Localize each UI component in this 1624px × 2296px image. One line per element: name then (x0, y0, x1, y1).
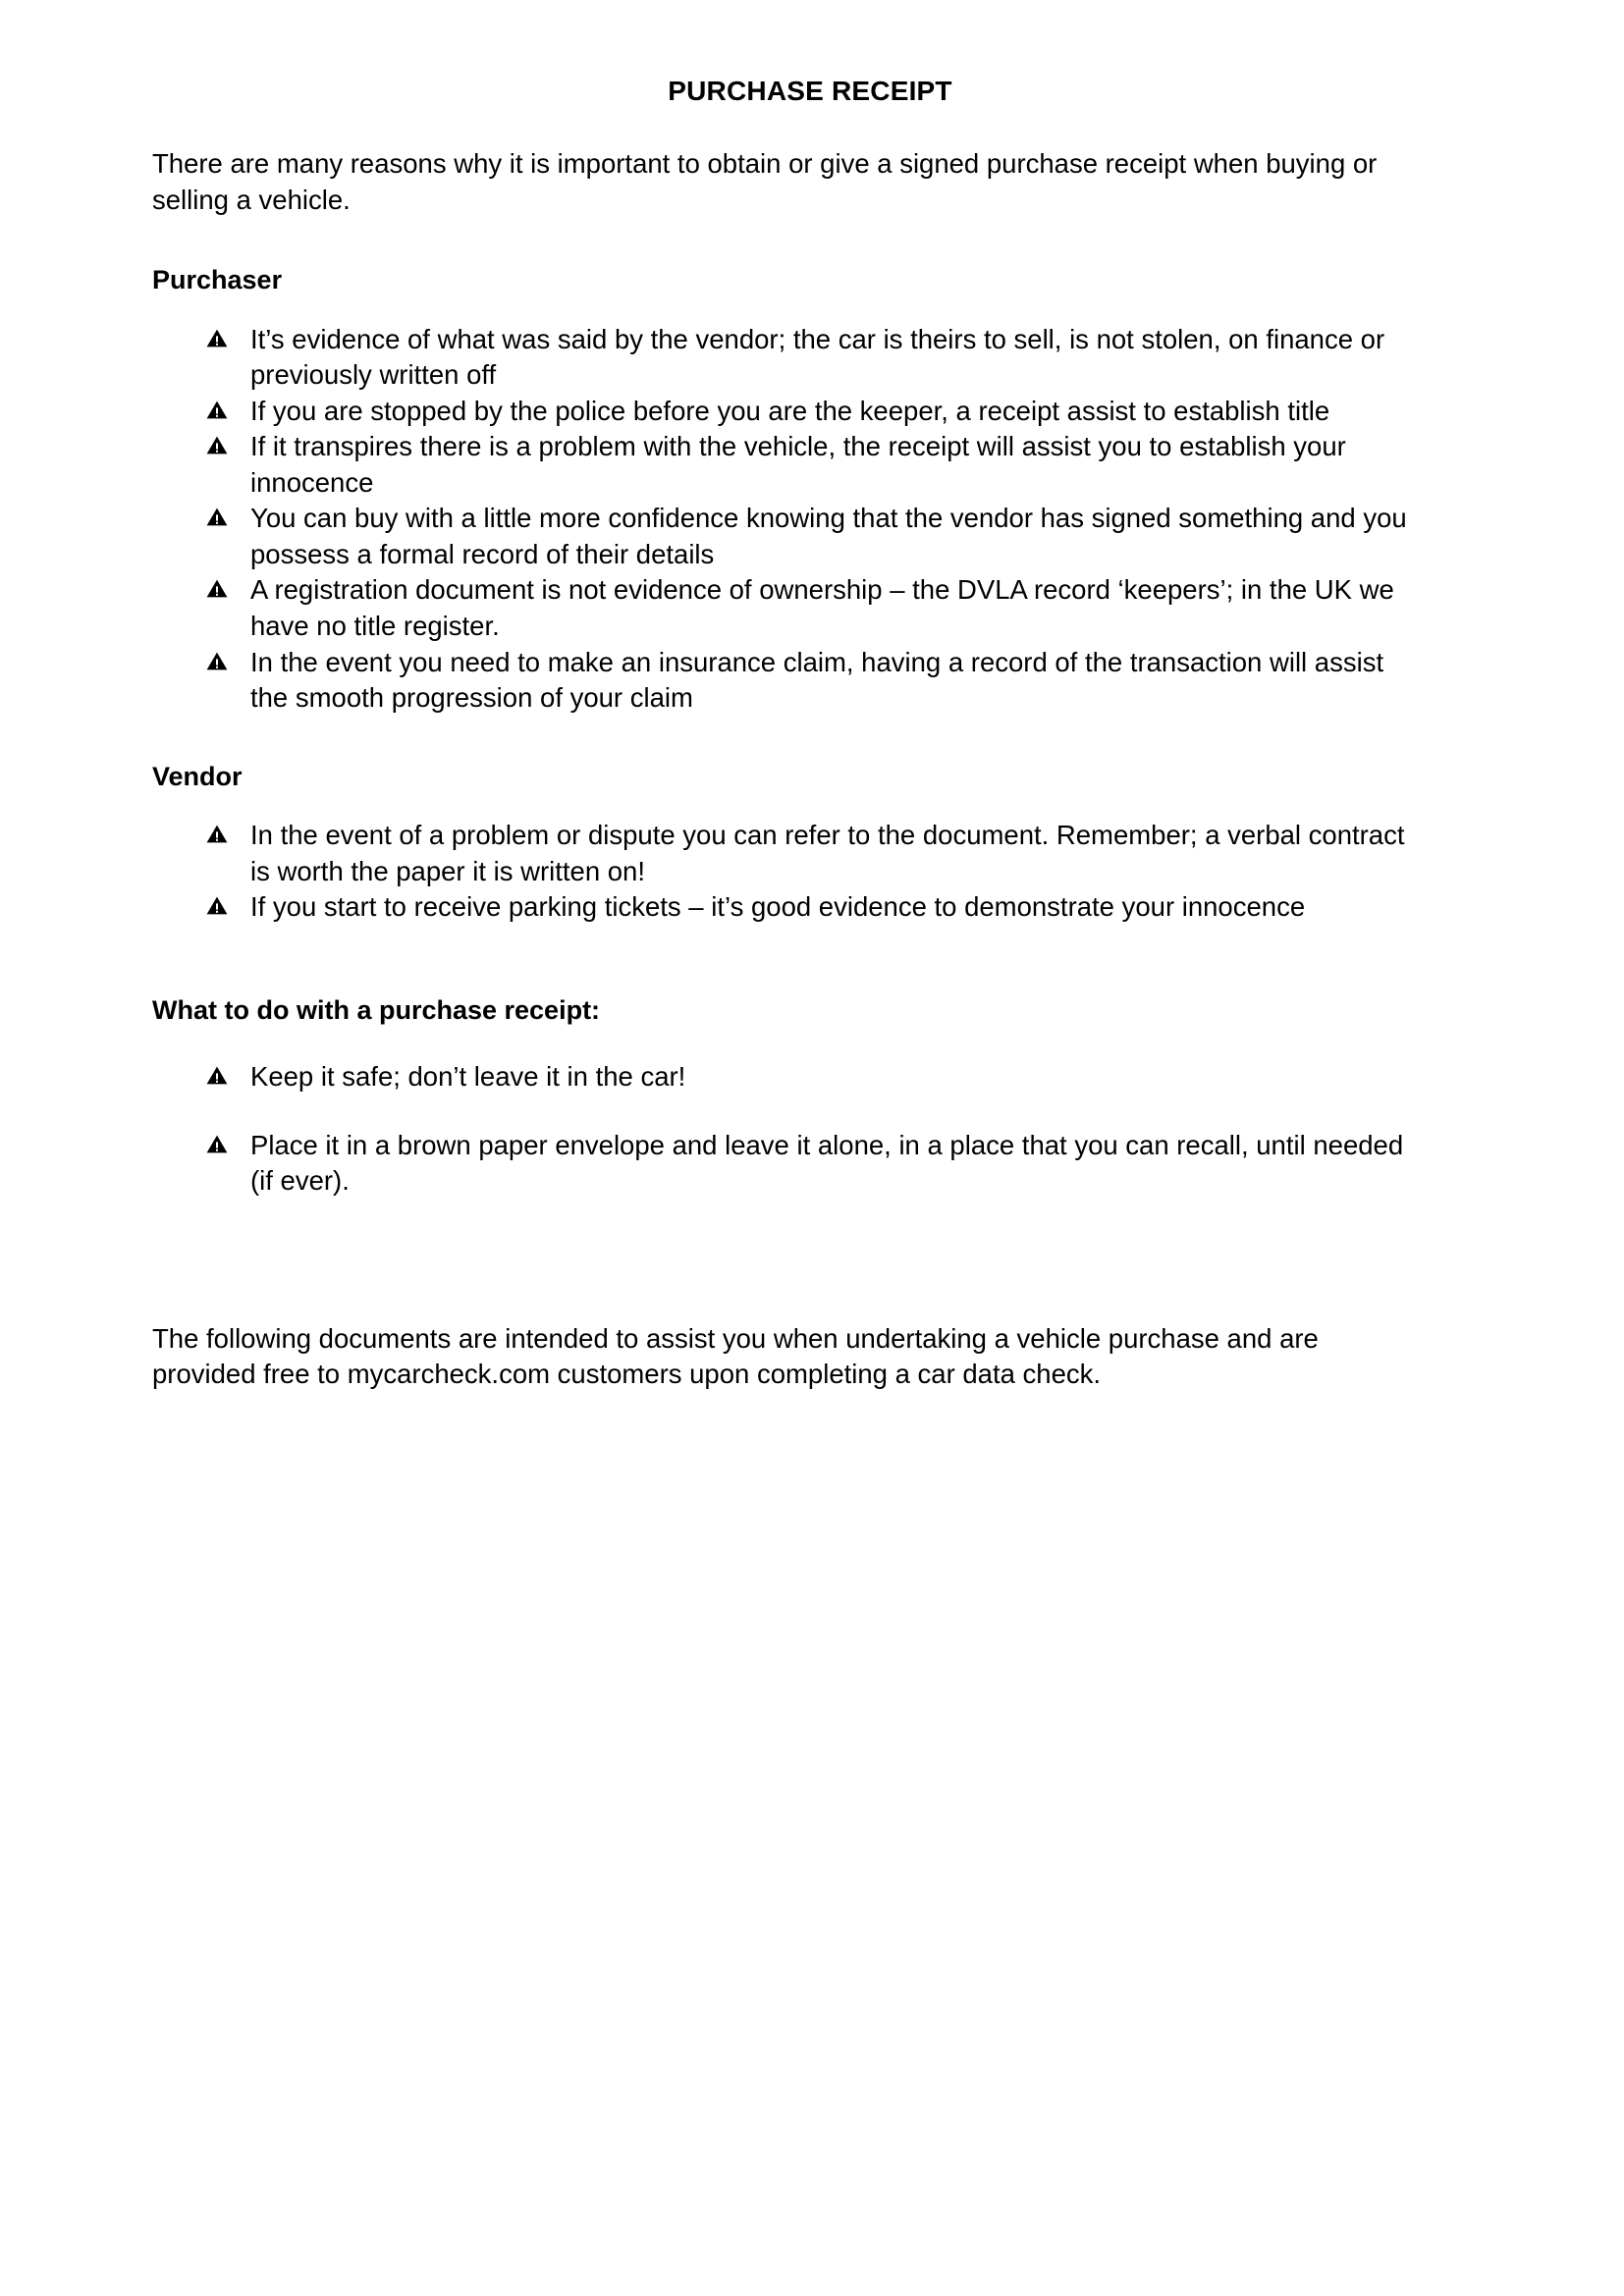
warning-triangle-icon (206, 652, 250, 670)
list-item (152, 394, 1468, 430)
list-item (152, 1128, 1468, 1200)
warning-triangle-icon (206, 825, 250, 843)
intro-paragraph: There are many reasons why it is important to obtain or give a signed purchase receipt when buying or selling a vehicle. (152, 148, 1378, 215)
closing-paragraph: The following documents are intended to assist you when undertaking a vehicle purchase and are provided free to mycarcheck.com customers upon completing a car data check. (152, 1322, 1319, 1390)
list-item (152, 322, 1468, 394)
page-title: PURCHASE RECEIPT (668, 76, 952, 106)
list-item-label: If you are stopped by the police before you are the keeper, a receipt assist to establish title (250, 395, 1330, 426)
list-item-label: If you start to receive parking tickets – it’s good evidence to demonstrate your innocence (250, 891, 1306, 923)
warning-triangle-icon (206, 1066, 250, 1085)
section-heading-vendor: Vendor (152, 761, 243, 791)
warning-triangle-icon (206, 1135, 250, 1153)
warning-triangle-icon (206, 579, 250, 598)
warning-triangle-icon (206, 507, 250, 526)
list-item-label: If it transpires there is a problem with the vehicle, the receipt will assist you to establish your innocence (250, 431, 1346, 498)
list-item-label: In the event of a problem or dispute you can refer to the document. Remember; a verbal contract is worth the paper it is written on! (250, 820, 1405, 886)
warning-triangle-icon (206, 329, 250, 347)
list-item-label: It’s evidence of what was said by the vendor; the car is theirs to sell, is not stolen, on finance or previously written off (250, 323, 1385, 391)
list-item-label: In the event you need to make an insurance claim, having a record of the transaction will assist the smooth progression of your claim (250, 646, 1384, 714)
warning-triangle-icon (206, 436, 250, 454)
list-item (152, 645, 1468, 717)
what-to-do-bullet-list (152, 1026, 1468, 1200)
warning-triangle-icon (206, 400, 250, 419)
list-item (152, 429, 1468, 501)
document-content (152, 0, 1468, 1393)
list-item (152, 1059, 1468, 1095)
section-heading-what-to-do: What to do with a purchase receipt: (152, 994, 601, 1025)
warning-triangle-icon (206, 896, 250, 915)
list-item (152, 501, 1468, 572)
list-item-label: Keep it safe; don’t leave it in the car! (250, 1061, 686, 1093)
purchaser-bullet-list (152, 296, 1468, 717)
list-item (152, 818, 1468, 889)
list-item-label: A registration document is not evidence of ownership – the DVLA record ‘keepers’; in the UK we have no title register. (250, 574, 1394, 642)
section-heading-purchaser: Purchaser (152, 265, 283, 295)
list-item (152, 572, 1468, 644)
list-item (152, 889, 1468, 926)
list-item-label: Place it in a brown paper envelope and leave it alone, in a place that you can recall, until needed (if ever). (250, 1129, 1404, 1197)
vendor-bullet-list (152, 792, 1468, 926)
list-item-label: You can buy with a little more confidence knowing that the vendor has signed something and you possess a formal record of their details (250, 503, 1407, 569)
